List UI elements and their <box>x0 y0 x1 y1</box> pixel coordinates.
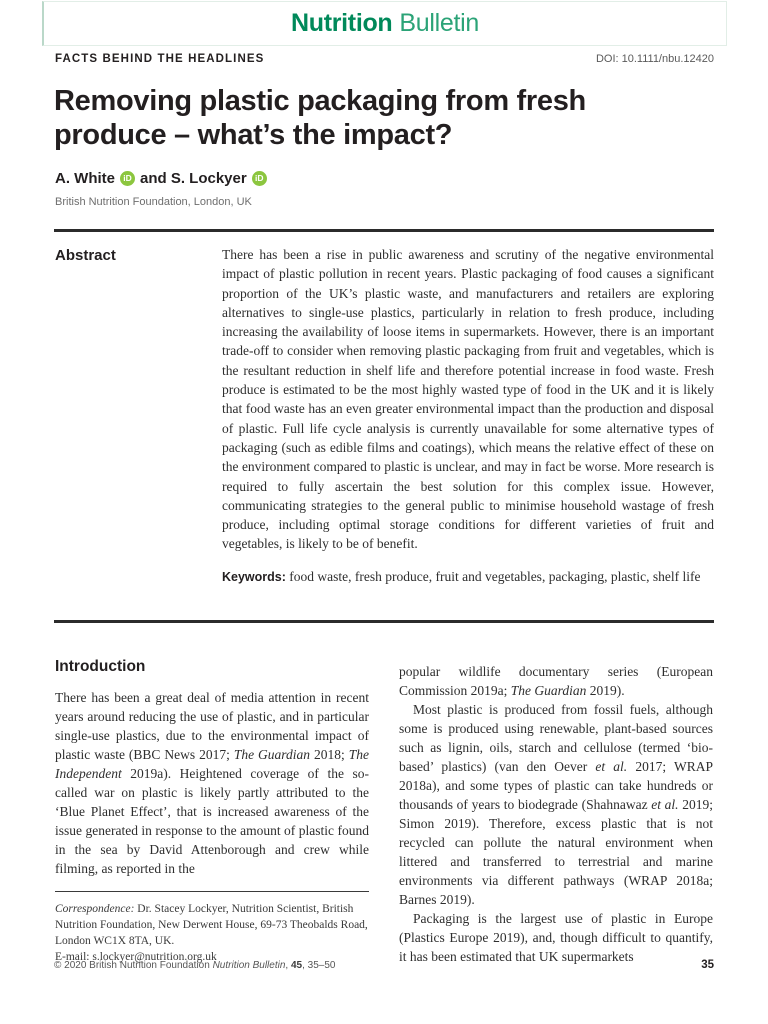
page-number: 35 <box>701 959 714 971</box>
author-name: and S. Lockyer <box>140 170 247 187</box>
body-columns <box>55 648 714 966</box>
author-line <box>55 170 272 187</box>
author-name: A. White <box>55 170 115 187</box>
abstract-section <box>55 245 714 585</box>
orcid-icon: iD <box>252 171 267 186</box>
body-paragraph: Most plastic is produced from fossil fuels, although some is produced using renewable, plant-based sources such as lignin, oils, starch and cellulose (termed ‘bio-based’ plastics) (van den Oever et al. 2017; WRAP 2018a), and some types of plastic can take hundreds or thousands of years to biodegrade (Shahnawaz et al. 2019; Simon 2019). Therefore, excess plastic that is not recycled can pollute the natural environment when littered and transferred to terrestrial and marine environments via different pathways (WRAP 2018a; Barnes 2019). <box>399 702 713 907</box>
keywords-label: Keywords: <box>222 569 286 584</box>
left-column <box>55 648 369 966</box>
author-affiliation: British Nutrition Foundation, London, UK <box>55 196 252 208</box>
introduction-paragraph: There has been a great deal of media attention in recent years around reducing the use of plastic, and in particular single-use plastics, due to the environmental impact of plastic waste (BBC News 2017; The Guardian 2018; The Independent 2019a). Heightened coverage of the so-called war on plastic is likely partly attributed to the ‘Blue Planet Effect’, that is increased awareness of the issue generated in response to the amount of plastic found in the sea by David Attenborough and crew while filming, as reported in the <box>55 690 369 876</box>
correspondence-rule <box>55 891 369 892</box>
doi-text: DOI: 10.1111/nbu.12420 <box>595 53 714 65</box>
article-header-row <box>55 53 714 65</box>
correspondence-block <box>55 901 369 965</box>
journal-name-light: Bulletin <box>399 9 480 37</box>
article-title: Removing plastic packaging from fresh produce – what’s the impact? <box>54 85 586 151</box>
right-column <box>399 648 713 966</box>
abstract-body <box>222 245 714 585</box>
correspondence-text: Dr. Stacey Lockyer, Nutrition Scientist, British Nutrition Foundation, New Derwent House, 69-73 Theobalds Road, London WC1X 8TA, UK. <box>55 903 368 947</box>
copyright-line: © 2020 British Nutrition Foundation Nutrition Bulletin, 45, 35–50 <box>54 960 336 971</box>
section-label: FACTS BEHIND THE HEADLINES <box>55 53 265 65</box>
correspondence-email: E-mail: s.lockyer@nutrition.org.uk <box>55 951 217 963</box>
correspondence-label: Correspondence: <box>55 903 135 915</box>
body-paragraph: popular wildlife documentary series (European Commission 2019a; The Guardian 2019). <box>399 664 713 698</box>
keywords-line <box>222 569 714 585</box>
introduction-heading: Introduction <box>55 658 146 675</box>
orcid-icon: iD <box>120 171 135 186</box>
keywords-text: food waste, fresh produce, fruit and vegetables, packaging, plastic, shelf life <box>289 568 701 584</box>
body-paragraph: Packaging is the largest use of plastic in Europe (Plastics Europe 2019), and, though difficult to quantify, it has been estimated that UK supermarkets <box>399 911 713 964</box>
journal-name-bold: Nutrition <box>290 9 393 37</box>
horizontal-rule <box>54 620 714 623</box>
journal-masthead <box>42 1 727 46</box>
abstract-text: There has been a rise in public awareness and scrutiny of the negative environmental impact of plastic pollution in recent years. Plastic packaging of food causes a significant proportion of the UK’s plastic waste, and manufacturers and retailers are exploring alternatives to single-use plastics, particularly in relation to fresh produce, including increasing the availability of loose items in supermarkets. However, there is an important trade-off to consider when removing plastic packaging from fruit and vegetables, which is the resultant reduction in shelf life and therefore potential increase in food waste. Fresh produce is estimated to be the most highly wasted type of food in the UK and it is likely that food waste has an even greater environmental impact than the production and disposal of plastic. Full life cycle analysis is currently unavailable for some alternative types of packaging (such as edible films and coatings), which means the relative effect of these on the environment compared to plastic is unclear, and may in fact be worse. More research is required to fully ascertain the best solution for this complex issue. However, communicating strategies to the general public to minimise household wastage of fresh produce, including optimal storage conditions for different varieties of fruit and vegetables, is likely to be of benefit. <box>222 247 714 552</box>
horizontal-rule <box>54 229 714 232</box>
volume-number: 45 <box>290 960 303 971</box>
abstract-heading: Abstract <box>55 247 116 264</box>
page-footer <box>54 959 714 971</box>
